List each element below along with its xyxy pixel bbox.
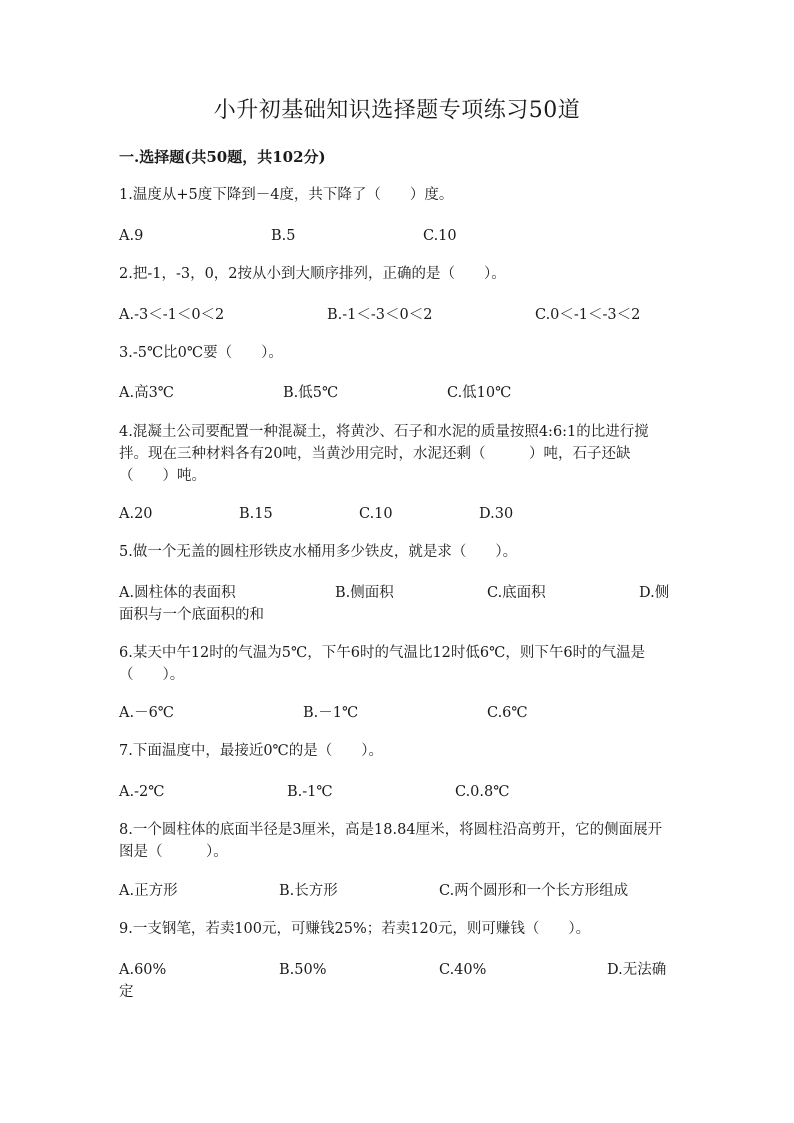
q4-option-c: C.10 [359,506,393,522]
question-1: 1.温度从+5度下降到－4度，共下降了（ ）度。 [119,187,454,203]
q6-option-a: A.－6℃ [119,705,175,721]
q9-option-c: C.40% [439,962,487,978]
q8-option-c: C.两个圆形和一个长方形组成 [439,883,629,899]
question-6: 6.某天中午12时的气温为5℃，下午6时的气温比12时低6℃，则下午6时的气温是（ ）。 [119,645,646,683]
question-8: 8.一个圆柱体的底面半径是3厘米，高是18.84厘米，将圆柱沿高剪开，它的侧面展开图是（ ）。 [119,822,663,860]
q1-option-b: B.5 [271,228,296,244]
q1-option-c: C.10 [423,228,457,244]
q5-option-b: B.侧面积 [335,585,394,601]
q5-option-c: C.底面积 [487,585,546,601]
q9-option-b: B.50% [279,962,327,978]
q3-option-a: A.高3℃ [119,385,175,401]
q1-option-a: A.9 [119,228,144,244]
q8-option-b: B.长方形 [279,883,338,899]
q9-option-a: A.60% [119,962,167,978]
page-title: 小升初基础知识选择题专项练习50道 [213,98,581,123]
q7-option-c: C.0.8℃ [455,784,510,800]
q7-option-b: B.-1℃ [287,784,333,800]
q5-option-a: A.圆柱体的表面积 [119,585,236,601]
q6-option-c: C.6℃ [487,705,528,721]
q2-option-c: C.0＜-1＜-3＜2 [535,307,641,323]
q5-option-d-text: D.侧面积与一个底面积的和 [119,585,670,623]
q2-option-b: B.-1＜-3＜0＜2 [327,307,433,323]
q3-option-c: C.低10℃ [447,385,512,401]
q3-option-b: B.低5℃ [283,385,339,401]
question-2: 2.把-1，-3，0，2按从小到大顺序排列，正确的是（ ）。 [119,266,506,282]
q4-option-a: A.20 [119,506,153,522]
q4-option-d: D.30 [479,506,514,522]
question-9: 9.一支钢笔，若卖100元，可赚钱25%；若卖120元，则可赚钱（ ）。 [119,921,591,937]
q6-option-b: B.－1℃ [303,705,359,721]
q4-option-b: B.15 [239,506,273,522]
q9-option-d-text: D.无法确定 [119,962,667,1000]
question-5: 5.做一个无盖的圆柱形铁皮水桶用多少铁皮，就是求（ ）。 [119,544,518,560]
section-header: 一.选择题(共50题，共102分) [119,148,326,166]
question-4: 4.混凝土公司要配置一种混凝土，将黄沙、石子和水泥的质量按照4:6:1的比进行搅拌。现在三种材料各有20吨，当黄沙用完时，水泥还剩（ ）吨，石子还缺（ ）吨。 [119,424,649,484]
q7-option-a: A.-2℃ [119,784,165,800]
q2-option-a: A.-3＜-1＜0＜2 [119,307,225,323]
question-3: 3.-5℃比0℃要（ ）。 [119,345,283,361]
q8-option-a: A.正方形 [119,883,178,899]
question-7: 7.下面温度中，最接近0℃的是（ ）。 [119,743,384,759]
